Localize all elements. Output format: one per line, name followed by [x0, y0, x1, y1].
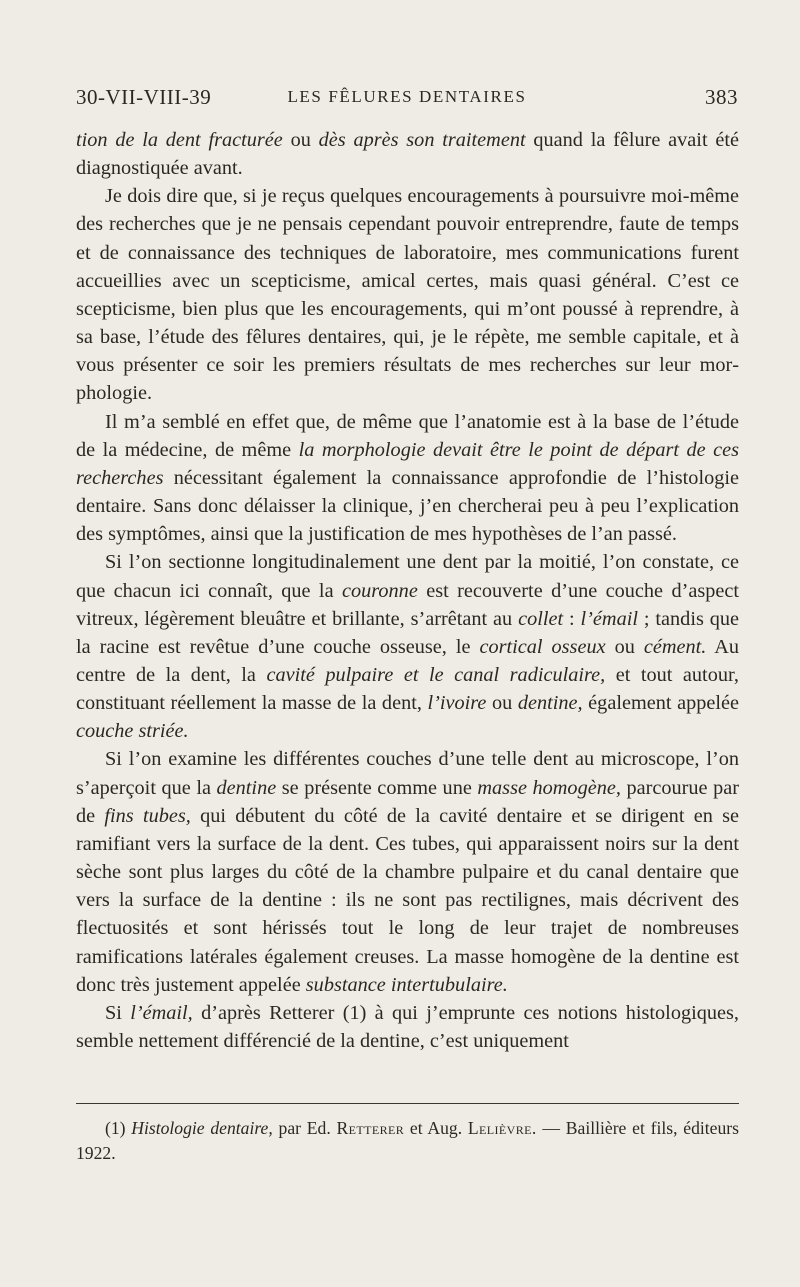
text-run: Si l’on sectionne longitudinalement une dent par la moitié, l’on constate, ce que chacun ici connaît, que la: [76, 551, 739, 602]
small-caps-name: Retterer: [336, 1118, 405, 1138]
text-run: ; tandis que la racine est revêtue d’une couche osseuse, le: [76, 607, 740, 658]
text-run: Je dois dire que, si je reçus quelques encouragements à poursuivre moi-même des recherches que je ne pensais cependant pouvoir entreprendre, faute de temps et de connaissance des techniques de laboratoire, mes communications furent accueillies avec un scepticisme, amical certes, mais quasi général. C’est ce scepticisme, bien plus que les encouragements, qui m’ont poussé à reprendre, à sa base, l’étude des fêlures dentaires, qui, je le répète, me semble capitale, et à vous présenter ce soir les premiers résultats de mes recherches sur leur morphologie.: [76, 185, 739, 405]
text-run: Si l’on examine les différentes couches d’une telle dent au microscope, l’on s’aperçoit que la: [76, 748, 739, 799]
text-run: qui débutent du côté de la cavité dentaire et se dirigent en se ramifiant vers la surface de la dent. Ces tubes, qui apparaissent noirs sur la dent sèche sont plus larges du côté de la chambre pulpaire et du canal dentaire que vers la surface de la dentine : ils ne sont pas rectilignes, mais décrivent des flectuosités et sont hérissés tout le long de leur trajet de nombreuses ramifications latérales également creuses. La masse homogène de la dentine est donc très justement appelée: [76, 804, 739, 996]
paragraph: [76, 999, 739, 1055]
paragraph: [76, 126, 739, 182]
italic-run: la morphologie devait être le point de départ de ces recherches: [76, 438, 739, 489]
body-text: [76, 126, 739, 1055]
text-run: Au centre de la dent, la: [76, 635, 739, 686]
italic-run: fins tubes,: [104, 804, 191, 827]
italic-run: l’émail,: [130, 1001, 193, 1024]
italic-run: cavité pulpaire et le canal radiculaire,: [266, 663, 606, 686]
italic-run: l’ivoire: [427, 692, 487, 715]
text-run: d’après Retterer (1) à qui j’emprunte ces notions histologiques, semble nettement différencié de la dentine, c’est uniquement: [76, 1001, 739, 1052]
italic-run: dentine: [216, 776, 277, 799]
text-run: nécessitant également la connaissance approfondie de l’histologie dentaire. Sans donc délaisser la clinique, j’en chercherai peu à peu l’explication des symptômes, ainsi que la justification de mes hypothèses de l’an passé.: [76, 466, 739, 546]
footnote: [76, 1116, 739, 1166]
italic-run: collet: [518, 607, 564, 630]
small-caps-name: Lelièvre.: [467, 1118, 537, 1138]
italic-run: cément.: [643, 635, 707, 658]
text-run: quand la fêlure avait été diagnostiquée avant.: [76, 129, 739, 180]
footnote-rule: [76, 1103, 739, 1104]
italic-run: cortical osseux: [479, 635, 606, 658]
text-run: et Aug.: [404, 1118, 468, 1138]
italic-run: dentine,: [517, 692, 583, 715]
running-header: [76, 85, 738, 113]
italic-run: couronne: [341, 579, 418, 602]
italic-run: tion de la dent fracturée: [76, 129, 283, 151]
text-run: ou: [486, 692, 518, 715]
text-run: (1): [105, 1118, 132, 1138]
text-run: parcourue par de: [76, 776, 739, 827]
italic-run: couche striée.: [76, 720, 189, 743]
text-run: se présente comme une: [276, 776, 478, 799]
text-run: ou: [282, 129, 319, 151]
italic-run: masse homogène,: [477, 776, 621, 799]
text-run: est recouverte d’une couche d’aspect vitreux, légèrement bleuâtre et brillante, s’arrêtant au: [76, 579, 740, 630]
italic-run: substance intertubulaire.: [305, 973, 508, 996]
paragraph: [76, 408, 739, 549]
running-title: LES FÊLURES DENTAIRES: [287, 87, 527, 106]
header-date: 30-VII-VIII-39: [76, 85, 212, 109]
paragraph: [76, 548, 739, 745]
paragraph: [76, 745, 739, 998]
italic-run: dès après son traitement: [318, 129, 526, 151]
text-run: Il m’a semblé en effet que, de même que l’anatomie est à la base de l’étude de la médecine, de même: [76, 410, 739, 461]
italic-run: l’émail: [580, 607, 638, 630]
text-run: Si: [105, 1001, 131, 1024]
text-run: par Ed.: [272, 1118, 337, 1138]
text-run: :: [563, 607, 581, 630]
text-run: également appelée: [582, 692, 739, 715]
page-number: 383: [705, 85, 738, 109]
italic-run: Histologie dentaire,: [131, 1118, 273, 1138]
paragraph: [76, 182, 739, 407]
text-run: et tout autour, constituant réellement la masse de la dent,: [76, 663, 739, 715]
text-run: — Baillière et fils, éditeurs 1922.: [76, 1118, 739, 1163]
text-run: ou: [605, 635, 644, 658]
